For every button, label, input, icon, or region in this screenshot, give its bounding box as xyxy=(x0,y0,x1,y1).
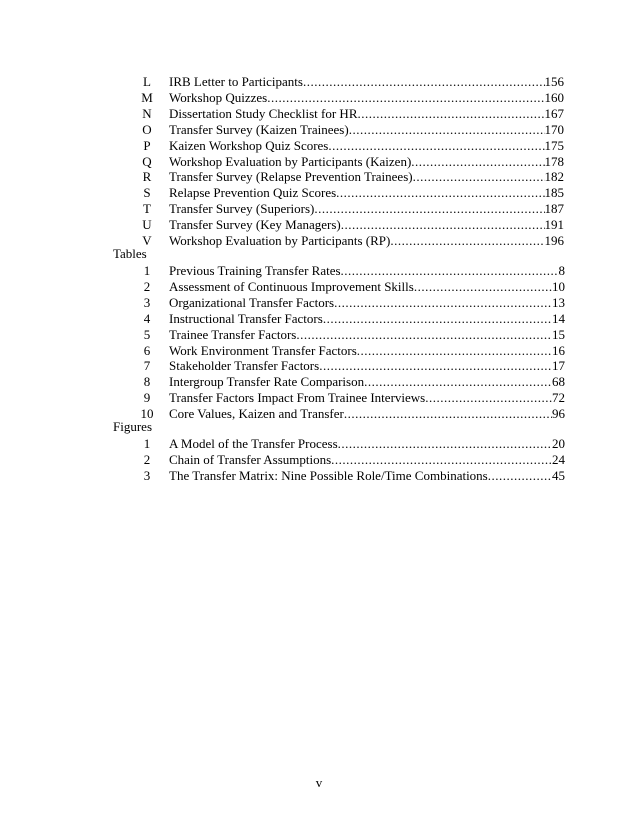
entry-title: Transfer Survey (Kaizen Trainees) xyxy=(169,121,349,137)
entry-page-number: 156 xyxy=(544,74,564,89)
entry-title: Previous Training Transfer Rates xyxy=(169,263,341,278)
entry-label: 3 xyxy=(143,294,151,310)
entry-title: Workshop Evaluation by Participants (RP) xyxy=(169,233,391,248)
entry-label: V xyxy=(142,233,152,248)
entry-title: Core Values, Kaizen and Transfer xyxy=(169,406,344,422)
entry-page-number: 191 xyxy=(544,217,564,233)
entry-label: 1 xyxy=(143,263,151,278)
entry-label: T xyxy=(143,201,151,217)
entry-page-number: 182 xyxy=(544,169,564,185)
entry-label: S xyxy=(143,185,151,201)
entry-title: Workshop Evaluation by Participants (Kaizen) xyxy=(169,153,412,169)
entry-page-number: 178 xyxy=(544,153,564,169)
entry-page-number: 14 xyxy=(552,310,565,326)
entry-title: Assessment of Continuous Improvement Skills xyxy=(169,278,414,294)
entry-line xyxy=(169,405,565,423)
entry-label: 5 xyxy=(143,326,151,342)
toc-entry xyxy=(0,232,638,250)
entry-title: A Model of the Transfer Process xyxy=(169,436,338,451)
entry-label: M xyxy=(141,89,153,105)
entry-title: Trainee Transfer Factors xyxy=(169,326,297,342)
entry-label: U xyxy=(142,217,152,233)
entry-label: N xyxy=(142,105,152,121)
entry-page-number: 96 xyxy=(552,406,565,422)
entry-page-number: 16 xyxy=(552,342,565,358)
entry-label: 10 xyxy=(140,406,154,422)
entry-page-number: 20 xyxy=(552,436,565,451)
entry-label: 8 xyxy=(143,374,151,390)
entry-label: L xyxy=(143,74,151,89)
entry-page-number: 45 xyxy=(552,467,565,483)
entry-page-number: 170 xyxy=(544,121,564,137)
entry-page-number: 10 xyxy=(552,278,565,294)
entry-title: Intergroup Transfer Rate Comparison xyxy=(169,374,365,390)
entry-title: Kaizen Workshop Quiz Scores xyxy=(169,137,329,153)
entry-page-number: 13 xyxy=(552,294,565,310)
entry-label: 6 xyxy=(143,342,151,358)
entry-line xyxy=(169,467,565,485)
entry-label: P xyxy=(143,137,151,153)
entry-title: Transfer Survey (Superiors) xyxy=(169,201,315,217)
entry-page-number: 185 xyxy=(544,185,564,201)
entry-label: R xyxy=(142,169,152,185)
entry-label: O xyxy=(142,121,152,137)
entry-label: 3 xyxy=(143,467,151,483)
entry-title: Chain of Transfer Assumptions xyxy=(169,451,332,467)
entry-title: The Transfer Matrix: Nine Possible Role/Time Combinations xyxy=(169,467,488,483)
entry-page-number: 24 xyxy=(552,451,565,467)
entry-label: Q xyxy=(142,153,152,169)
entry-title: Transfer Factors Impact From Trainee Interviews xyxy=(169,390,426,406)
entry-title: Transfer Survey (Key Managers) xyxy=(169,217,341,233)
entry-title: Organizational Transfer Factors xyxy=(169,294,335,310)
entry-page-number: 175 xyxy=(544,137,564,153)
entry-page-number: 68 xyxy=(552,374,565,390)
tables-heading: Tables xyxy=(113,246,147,261)
entry-page-number: 160 xyxy=(544,89,564,105)
entry-label: 4 xyxy=(143,310,151,326)
entry-title: Stakeholder Transfer Factors xyxy=(169,358,320,374)
entry-title: Workshop Quizzes xyxy=(169,89,268,105)
dot-leader xyxy=(390,232,544,250)
entry-title: Work Environment Transfer Factors xyxy=(169,342,357,358)
entry-line xyxy=(169,232,564,250)
entry-title: Dissertation Study Checklist for HR xyxy=(169,105,358,121)
dot-leader xyxy=(488,467,552,485)
entry-page-number: 15 xyxy=(552,326,565,342)
entry-page-number: 196 xyxy=(544,233,564,248)
entry-page-number: 187 xyxy=(544,201,564,217)
entry-label: 9 xyxy=(143,390,151,406)
entry-title: Transfer Survey (Relapse Prevention Trainees) xyxy=(169,169,413,185)
entry-title: Relapse Prevention Quiz Scores xyxy=(169,185,337,201)
toc-entry xyxy=(0,467,638,485)
entry-label: 2 xyxy=(143,278,151,294)
entry-title: Instructional Transfer Factors xyxy=(169,310,323,326)
entry-page-number: 17 xyxy=(552,358,565,374)
toc-entry xyxy=(0,405,638,423)
page-number: v xyxy=(315,775,323,790)
entry-page-number: 167 xyxy=(544,105,564,121)
entry-label: 1 xyxy=(143,436,151,451)
dot-leader xyxy=(344,405,552,423)
entry-page-number: 8 xyxy=(558,263,565,278)
entry-label: 2 xyxy=(143,451,151,467)
entry-title: IRB Letter to Participants xyxy=(169,74,303,89)
entry-page-number: 72 xyxy=(552,390,565,406)
figures-heading: Figures xyxy=(113,419,152,434)
entry-label: 7 xyxy=(143,358,151,374)
